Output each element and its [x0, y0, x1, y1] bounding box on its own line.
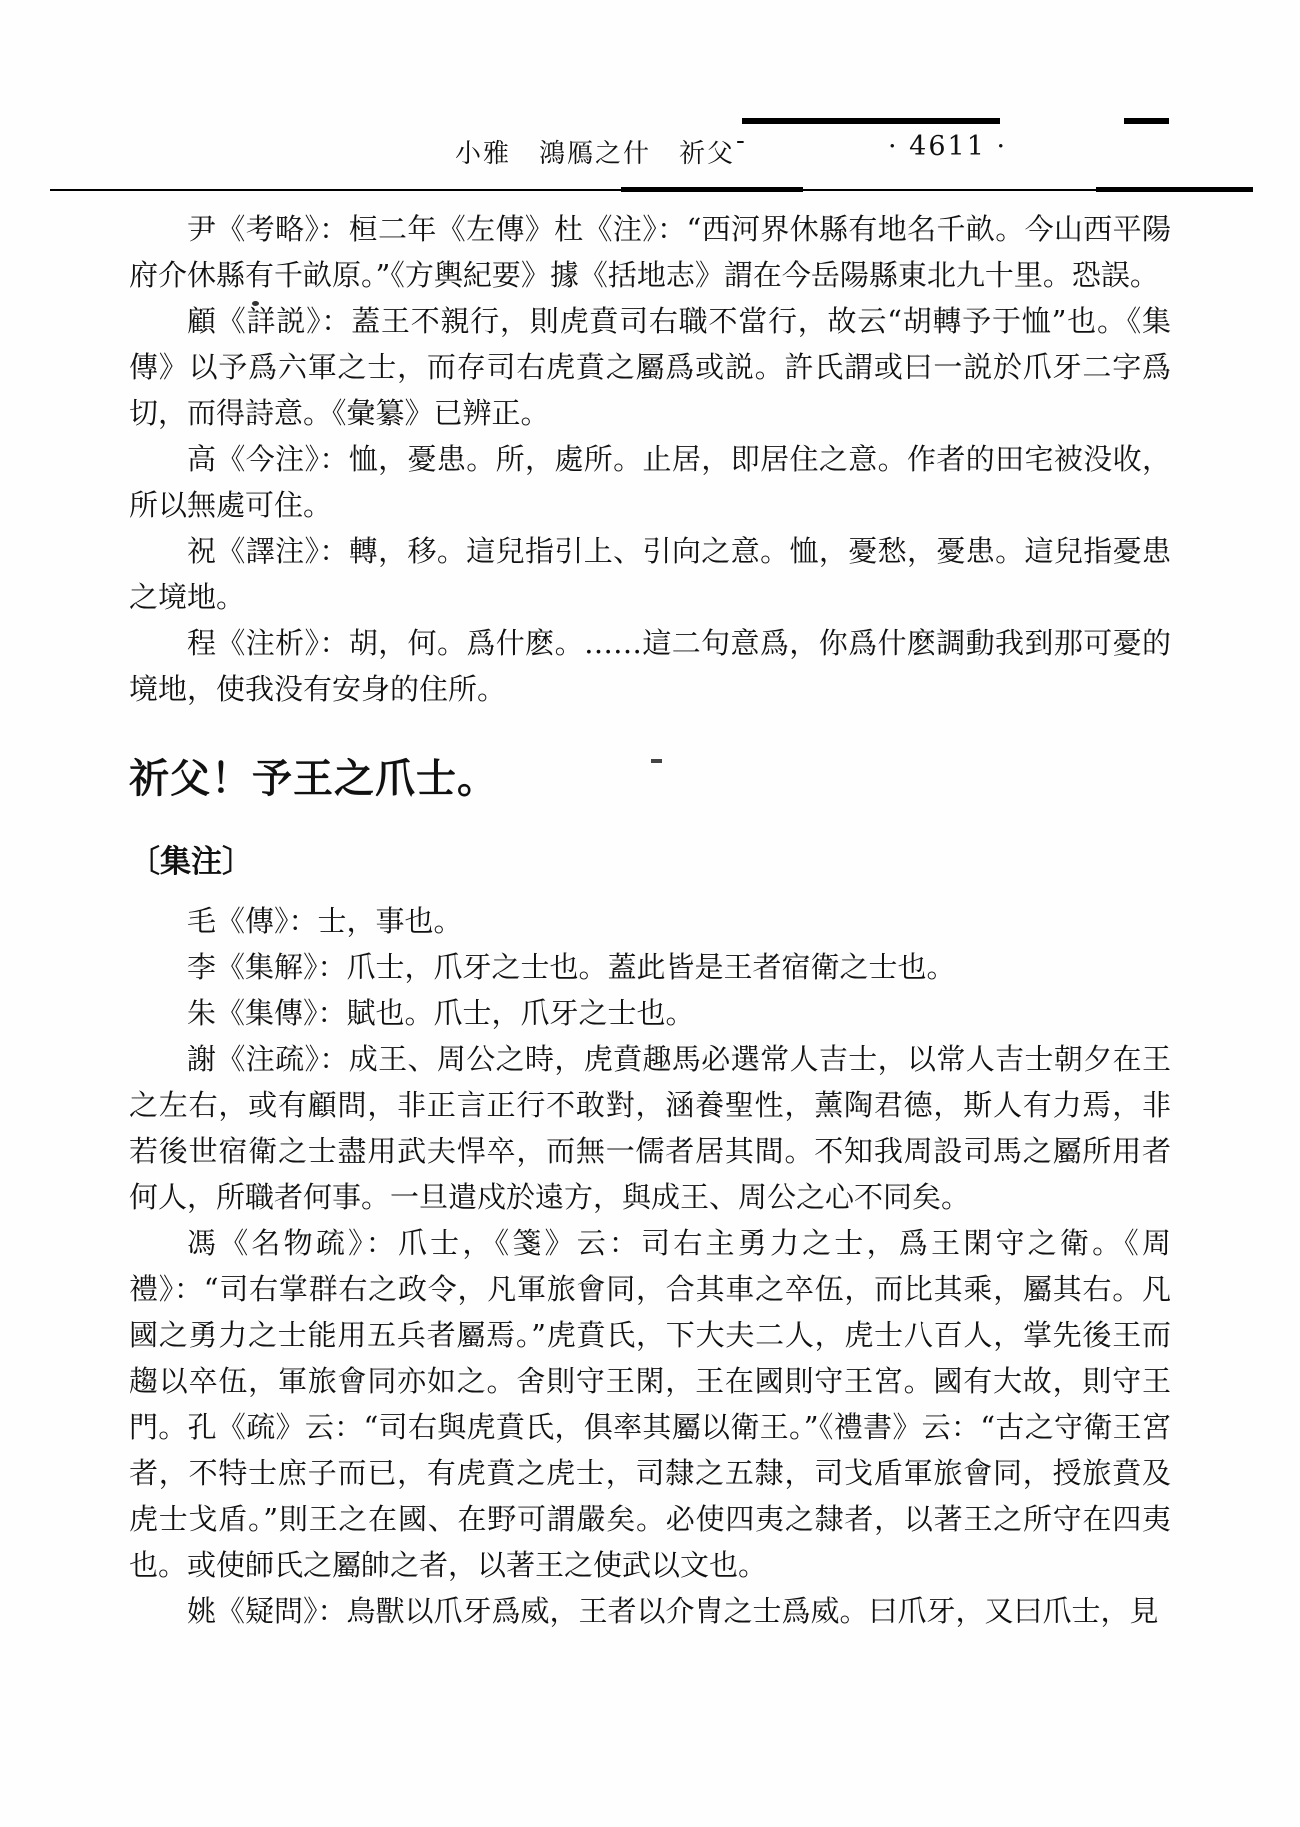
page-body: [129, 206, 1171, 1634]
section-label-collected-notes: 〔集注〕: [129, 844, 253, 880]
collation-paragraph: 尹《考略》：桓二年《左傳》杜《注》：“西河界休縣有地名千畝。今山西平陽府介休縣有千畝原。”《方輿紀要》據《括地志》謂在今岳陽縣東北九十里。恐誤。: [129, 212, 1171, 292]
collation-paragraph: 顧《詳説》：蓋王不親行，則虎賁司右職不當行，故云“胡轉予于恤”也。《集傳》以予爲六軍之士，而存司右虎賁之屬爲或説。許氏謂或曰一説於爪牙二字爲切，而得詩意。《彙纂》已辨正。: [129, 304, 1171, 430]
collation-paragraph: 祝《譯注》：轉，移。這兒指引上、引向之意。恤，憂愁，憂患。這兒指憂患之境地。: [129, 534, 1171, 614]
header-separator-dash: -: [736, 126, 745, 156]
header-rule-thick-segment: [1096, 187, 1253, 192]
page-number: · 4611 ·: [888, 131, 1008, 162]
commentary-section: [129, 898, 1171, 1634]
scan-artifact-bar: [742, 118, 1000, 124]
commentary-paragraph: 姚《疑問》：鳥獸以爪牙爲威，王者以介冑之士爲威。曰爪牙，又曰爪士，見: [187, 1594, 1159, 1628]
running-header-title: 小雅 鴻鴈之什 祈父: [455, 139, 736, 169]
commentary-paragraph: 李《集解》：爪士，爪牙之士也。蓋此皆是王者宿衛之士也。: [187, 950, 956, 984]
collation-paragraph: 程《注析》：胡，何。爲什麽。……這二句意爲，你爲什麽調動我到那可憂的境地，使我没有安身的住所。: [129, 626, 1171, 706]
commentary-paragraph: 馮《名物疏》：爪士，《箋》云：司右主勇力之士，爲王閑守之衛。《周禮》：“司右掌群右之政令，凡軍旅會同，合其車之卒伍，而比其乘，屬其右。凡國之勇力之士能用五兵者屬焉。”虎賁氏，下大夫二人，虎士八百人，掌先後王而趨以卒伍，軍旅會同亦如之。舍則守王閑，王在國則守王宮。國有大故，則守王門。孔《疏》云：“司右與虎賁氏，俱率其屬以衛王。”《禮書》云：“古之守衛王宮者，不特士庶子而已，有虎賁之虎士，司隸之五隸，司戈盾軍旅會同，授旅賁及虎士戈盾。”則王之在國、在野可謂嚴矣。必使四夷之隸者，以著王之所守在四夷也。或使師氏之屬帥之者，以著王之使武以文也。: [129, 1226, 1171, 1582]
commentary-paragraph: 朱《集傳》：賦也。爪士，爪牙之士也。: [187, 996, 695, 1030]
header-rule-thick-segment: [621, 187, 803, 192]
commentary-paragraph: 謝《注疏》：成王、周公之時，虎賁趣馬必選常人吉士，以常人吉士朝夕在王之左右，或有顧問，非正言正行不敢對，涵養聖性，薰陶君德，斯人有力焉，非若後世宿衛之士盡用武夫悍卒，而無一儒者居其間。不知我周設司馬之屬所用者何人，所職者何事。一旦遣戍於遠方，與成王、周公之心不同矣。: [129, 1042, 1171, 1214]
commentary-paragraph: 毛《傳》：士，事也。: [187, 904, 463, 938]
scan-artifact-bar: [1124, 118, 1169, 124]
collation-paragraph: 高《今注》：恤，憂患。所，處所。止居，即居住之意。作者的田宅被没收，所以無處可住。: [129, 442, 1171, 522]
verse-line-heading: 祈父！予王之爪士。: [129, 755, 498, 802]
